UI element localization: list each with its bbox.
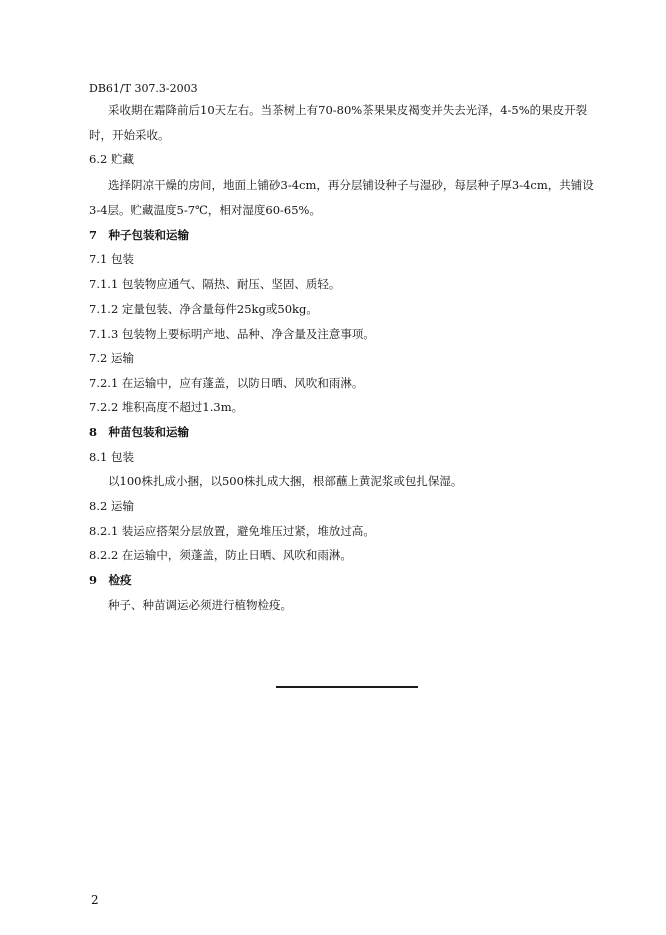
section-heading-8-2: 8.2 运输: [89, 499, 134, 513]
paragraph-seedling-bundling: 以100株扎成小捆，以500株扎成大捆，根部蘸上黄泥浆或包扎保湿。: [108, 474, 463, 488]
clause-7-2-2: 7.2.2 堆积高度不超过1.3m。: [89, 400, 244, 414]
section-heading-7-2: 7.2 运输: [89, 351, 134, 365]
paragraph-storage-line-2: 3-4层。贮藏温度5-7℃，相对湿度60-65%。: [89, 203, 321, 217]
clause-7-2-1: 7.2.1 在运输中，应有蓬盖，以防日晒、风吹和雨淋。: [89, 376, 364, 390]
clause-8-2-2: 8.2.2 在运输中，须蓬盖，防止日晒、风吹和雨淋。: [89, 548, 352, 562]
section-heading-6-2: 6.2 贮藏: [89, 152, 134, 166]
paragraph-storage-line-1: 选择阴凉干燥的房间，地面上铺砂3-4cm，再分层铺设种子与湿砂，每层种子厚3-4cm，共铺设: [108, 178, 594, 192]
section-heading-9: 9 检疫: [89, 573, 132, 587]
end-of-document-rule: [276, 686, 418, 688]
section-heading-8-1: 8.1 包装: [89, 450, 134, 464]
paragraph-quarantine: 种子、种苗调运必须进行植物检疫。: [108, 598, 292, 612]
section-heading-7: 7 种子包装和运输: [89, 228, 190, 242]
clause-7-1-1: 7.1.1 包装物应通气、隔热、耐压、坚固、质轻。: [89, 277, 341, 291]
clause-7-1-2: 7.1.2 定量包装、净含量每件25kg或50kg。: [89, 302, 318, 316]
paragraph-harvest-line-1: 采收期在霜降前后10天左右。当茶树上有70-80%茶果果皮褐变并失去光泽，4-5%的果皮开裂: [108, 103, 588, 117]
section-heading-7-1: 7.1 包装: [89, 252, 134, 266]
clause-8-2-1: 8.2.1 装运应搭架分层放置，避免堆压过紧，堆放过高。: [89, 524, 375, 538]
page-number: 2: [91, 893, 99, 907]
section-heading-8: 8 种苗包装和运输: [89, 425, 190, 439]
document-id-header: DB61/T 307.3-2003: [89, 82, 198, 95]
paragraph-harvest-line-2: 时，开始采收。: [89, 128, 170, 142]
clause-7-1-3: 7.1.3 包装物上要标明产地、品种、净含量及注意事项。: [89, 327, 375, 341]
